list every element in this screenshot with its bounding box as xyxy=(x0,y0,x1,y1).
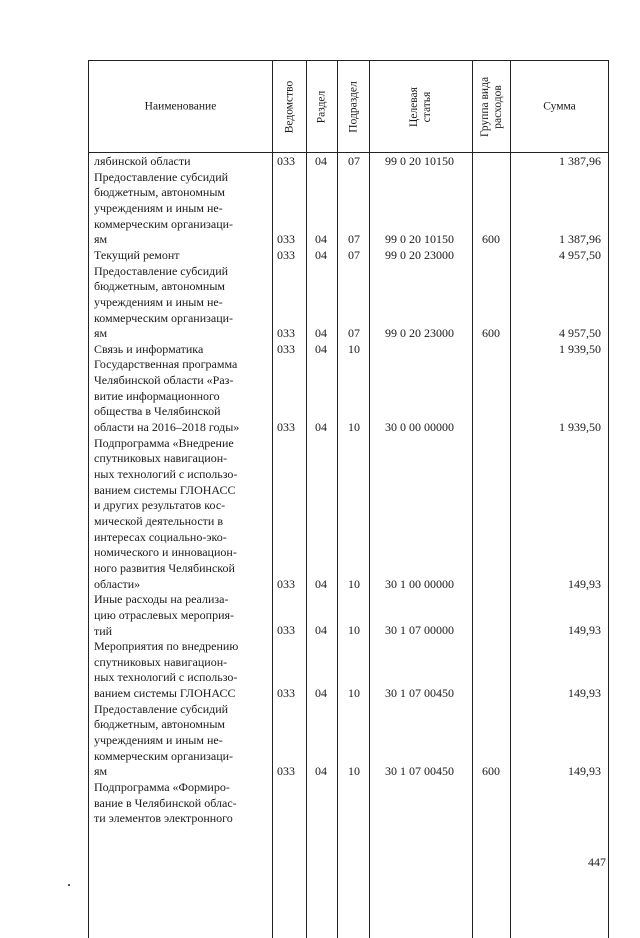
table-row xyxy=(89,702,608,780)
row-name-line: Предоставление субсидий xyxy=(94,263,229,278)
row-name xyxy=(94,592,266,639)
row-vedomstvo: 033 xyxy=(277,247,295,262)
row-celevaya-statya: 30 1 07 00450 xyxy=(385,686,454,701)
row-name-line: Челябинской области «Раз- xyxy=(94,373,234,388)
row-name-line: цию отраслевых мероприя- xyxy=(94,607,235,622)
row-name-line: ям xyxy=(94,232,108,247)
header-summa: Сумма xyxy=(543,100,576,112)
row-name-line: номического и инновацион- xyxy=(94,545,237,560)
table-row xyxy=(89,264,608,342)
header-gruppa-line1: Группа вида xyxy=(478,76,491,137)
row-vedomstvo: 033 xyxy=(277,623,295,638)
row-name-line: Подпрограмма «Внедрение xyxy=(94,435,234,450)
row-name-line: вание в Челябинской облас- xyxy=(94,795,237,810)
row-vedomstvo: 033 xyxy=(277,764,295,779)
row-name xyxy=(94,639,266,702)
row-summa: 4 957,50 xyxy=(559,326,601,341)
row-name-line: ванием системы ГЛОНАСС xyxy=(94,482,236,497)
row-razdel: 04 xyxy=(315,576,327,591)
table-row xyxy=(89,248,608,264)
row-vedomstvo: 033 xyxy=(277,154,295,168)
row-razdel: 04 xyxy=(315,232,327,247)
row-name xyxy=(94,264,266,342)
row-name-line: Предоставление субсидий xyxy=(94,701,229,716)
row-podrazdel: 07 xyxy=(348,247,360,262)
row-podrazdel: 10 xyxy=(348,576,360,591)
header-celevaya-line2: статья xyxy=(421,91,433,122)
row-name-line: учреждениям и иным не- xyxy=(94,294,223,309)
row-podrazdel: 10 xyxy=(348,623,360,638)
row-name-line: коммерческим организаци- xyxy=(94,310,234,325)
row-name-line: области» xyxy=(94,576,141,591)
row-summa: 149,93 xyxy=(568,623,601,638)
row-name-line: ных технологий с использо- xyxy=(94,670,238,685)
row-name-line: ных технологий с использо- xyxy=(94,467,238,481)
row-vedomstvo: 033 xyxy=(277,326,295,341)
header-podrazdel-cell xyxy=(338,61,370,152)
row-summa: 1 387,96 xyxy=(559,232,601,247)
row-razdel: 04 xyxy=(315,154,327,168)
row-vedomstvo: 033 xyxy=(277,232,295,247)
table-row xyxy=(89,592,608,639)
row-name-line: Государственная программа xyxy=(94,357,238,372)
row-celevaya-statya: 30 1 07 00000 xyxy=(385,623,454,638)
row-razdel: 04 xyxy=(315,686,327,701)
row-razdel: 04 xyxy=(315,247,327,262)
row-podrazdel: 10 xyxy=(348,420,360,435)
row-name-line: учреждениям и иным не- xyxy=(94,200,223,215)
row-celevaya-statya: 30 1 00 00000 xyxy=(385,576,454,591)
row-podrazdel: 10 xyxy=(348,341,360,356)
row-name xyxy=(94,170,266,248)
row-podrazdel: 07 xyxy=(348,326,360,341)
row-celevaya-statya: 99 0 20 10150 xyxy=(385,232,454,247)
row-name-line: интересах социально-эко- xyxy=(94,529,227,544)
row-name-line: Текущий ремонт xyxy=(94,247,180,262)
header-gruppa xyxy=(479,76,505,136)
page-number: 447 xyxy=(588,855,606,869)
row-name-line: Иные расходы на реализа- xyxy=(94,592,229,607)
row-name-line: учреждениям и иным не- xyxy=(94,733,223,748)
row-summa: 149,93 xyxy=(568,576,601,591)
header-celevaya-cell xyxy=(370,61,473,152)
table-row xyxy=(89,780,608,827)
row-name-line: мической деятельности в xyxy=(94,513,224,528)
row-vedomstvo: 033 xyxy=(277,576,295,591)
row-name xyxy=(94,248,266,264)
table-row xyxy=(89,436,608,593)
row-name xyxy=(94,357,266,435)
table-header xyxy=(89,60,608,153)
row-vedomstvo: 033 xyxy=(277,686,295,701)
row-name-line: Предоставление субсидий xyxy=(94,169,229,184)
table-row xyxy=(89,342,608,358)
row-name-line: коммерческим организаци- xyxy=(94,216,234,231)
row-razdel: 04 xyxy=(315,326,327,341)
row-celevaya-statya: 30 1 07 00450 xyxy=(385,764,454,779)
row-name xyxy=(94,780,266,827)
header-vedomstvo: Ведомство xyxy=(283,80,295,133)
row-vedomstvo: 033 xyxy=(277,420,295,435)
row-name xyxy=(94,154,266,170)
row-name-line: ти элементов электронного xyxy=(94,811,233,826)
header-podrazdel: Подраздел xyxy=(347,80,359,133)
row-vedomstvo: 033 xyxy=(277,341,295,356)
header-name-cell xyxy=(89,61,273,152)
header-celevaya xyxy=(408,87,434,127)
header-summa-cell xyxy=(511,61,608,152)
row-name-line: Связь и информатика xyxy=(94,341,204,356)
row-name-line: бюджетным, автономным xyxy=(94,279,225,294)
row-summa: 1 387,96 xyxy=(559,154,601,168)
row-razdel: 04 xyxy=(315,764,327,779)
row-summa: 149,93 xyxy=(568,686,601,701)
row-name-line: области на 2016–2018 годы» xyxy=(94,420,240,435)
header-razdel-cell xyxy=(307,61,338,152)
row-name-line: Мероприятия по внедрению xyxy=(94,639,239,654)
header-gruppa-cell xyxy=(473,61,511,152)
row-podrazdel: 07 xyxy=(348,154,360,168)
row-summa: 1 939,50 xyxy=(559,420,601,435)
row-celevaya-statya: 99 0 20 10150 xyxy=(385,154,454,168)
row-name-line: спутниковых навигацион- xyxy=(94,451,228,466)
row-name xyxy=(94,702,266,780)
header-name: Наименование xyxy=(144,100,217,112)
row-name xyxy=(94,342,266,358)
row-summa: 149,93 xyxy=(568,764,601,779)
header-celevaya-line1: Целевая xyxy=(408,86,420,127)
row-gruppa: 600 xyxy=(482,326,500,341)
row-name-line: лябинской области xyxy=(94,154,191,168)
row-name-line: ям xyxy=(94,764,108,779)
row-razdel: 04 xyxy=(315,341,327,356)
table-row xyxy=(89,154,608,170)
budget-table xyxy=(88,60,609,938)
table-body xyxy=(89,153,608,938)
row-name-line: бюджетным, автономным xyxy=(94,185,225,200)
row-razdel: 04 xyxy=(315,623,327,638)
scan-speck xyxy=(68,884,70,886)
row-summa: 1 939,50 xyxy=(559,341,601,356)
row-name-line: и других результатов кос- xyxy=(94,498,226,513)
row-name-line: ям xyxy=(94,326,108,341)
row-name-line: общества в Челябинской xyxy=(94,404,221,419)
row-razdel: 04 xyxy=(315,420,327,435)
row-name-line: тий xyxy=(94,623,113,638)
row-name-line: коммерческим организаци- xyxy=(94,748,234,763)
row-name-line: бюджетным, автономным xyxy=(94,717,225,732)
row-celevaya-statya: 30 0 00 00000 xyxy=(385,420,454,435)
table-row xyxy=(89,170,608,248)
header-razdel: Раздел xyxy=(315,90,328,123)
row-celevaya-statya: 99 0 20 23000 xyxy=(385,326,454,341)
table-row xyxy=(89,639,608,702)
row-name-line: витие информационного xyxy=(94,388,220,403)
row-summa: 4 957,50 xyxy=(559,247,601,262)
table-row xyxy=(89,357,608,435)
row-podrazdel: 07 xyxy=(348,232,360,247)
row-podrazdel: 10 xyxy=(348,686,360,701)
row-name-line: ванием системы ГЛОНАСС xyxy=(94,686,236,701)
row-name-line: Подпрограмма «Формиро- xyxy=(94,780,230,794)
row-podrazdel: 10 xyxy=(348,764,360,779)
row-name-line: спутниковых навигацион- xyxy=(94,654,228,669)
header-vedomstvo-cell xyxy=(273,61,307,152)
row-gruppa: 600 xyxy=(482,232,500,247)
row-celevaya-statya: 99 0 20 23000 xyxy=(385,247,454,262)
row-gruppa: 600 xyxy=(482,764,500,779)
header-gruppa-line2: расходов xyxy=(491,84,504,129)
row-name xyxy=(94,436,266,593)
row-name-line: ного развития Челябинской xyxy=(94,560,235,575)
